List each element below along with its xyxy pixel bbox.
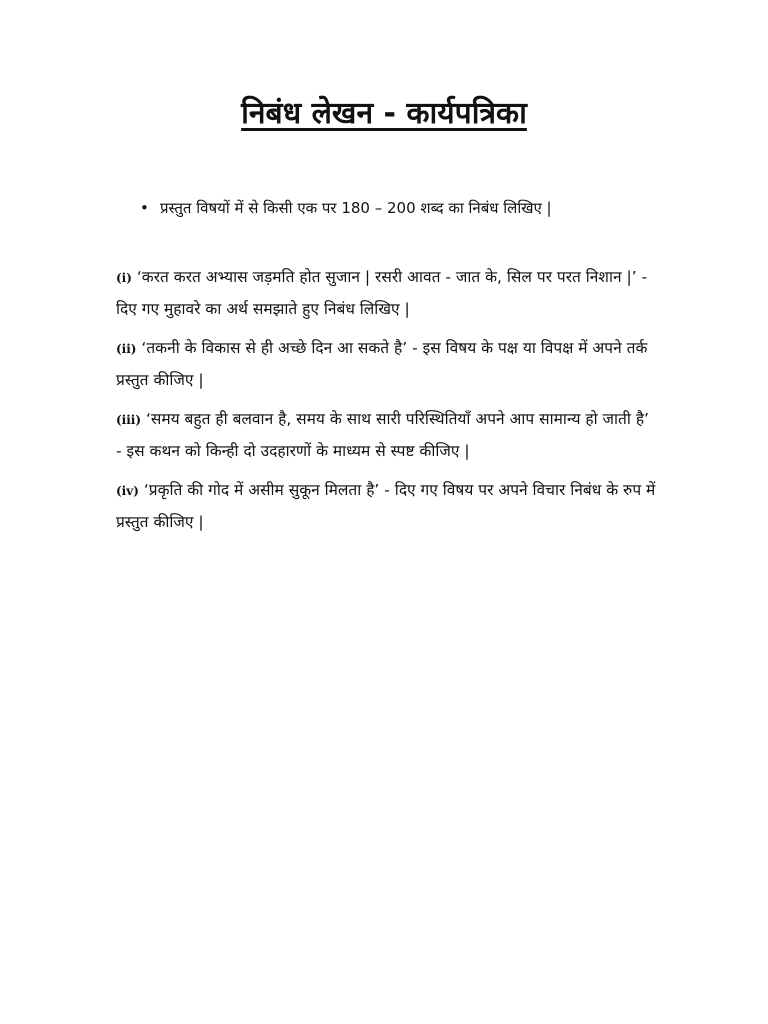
question-item <box>116 333 656 396</box>
question-item <box>116 404 656 467</box>
question-text: ‘तकनी के विकास से ही अच्छे दिन आ सकते है’ - इस विषय के पक्ष या विपक्ष में अपने तर्क प्रस्तुत कीजिए | <box>116 339 648 389</box>
question-item <box>116 262 656 325</box>
question-text: ‘करत करत अभ्यास जड़मति होत सुजान | रसरी आवत - जात के, सिल पर परत निशान |’ - दिए गए मुहावरे का अर्थ समझाते हुए निबंध लिखिए | <box>116 268 648 318</box>
page-title-text: निबंध लेखन - कार्यपत्रिका <box>241 96 527 131</box>
question-number: (i) <box>116 271 132 285</box>
bullet-icon: • <box>140 199 149 217</box>
question-text: ‘समय बहुत ही बलवान है, समय के साथ सारी परिस्थितियाँ अपने आप सामान्य हो जाती है’ - इस कथन को किन्ही दो उदहारणों के माध्यम से स्पष्ट कीजिए | <box>116 410 649 460</box>
question-text: ‘प्रकृति की गोद में असीम सुकून मिलता है’ - दिए गए विषय पर अपने विचार निबंध के रुप में प्रस्तुत कीजिए | <box>116 481 656 531</box>
question-item <box>116 475 656 538</box>
page-title <box>0 92 768 136</box>
instruction-text: प्रस्तुत विषयों में से किसी एक पर 180 – 200 शब्द का निबंध लिखिए | <box>160 199 552 217</box>
question-number: (iii) <box>116 413 142 427</box>
question-number: (iv) <box>116 484 139 498</box>
instruction-line <box>140 196 700 220</box>
question-number: (ii) <box>116 342 137 356</box>
question-list <box>116 262 656 546</box>
